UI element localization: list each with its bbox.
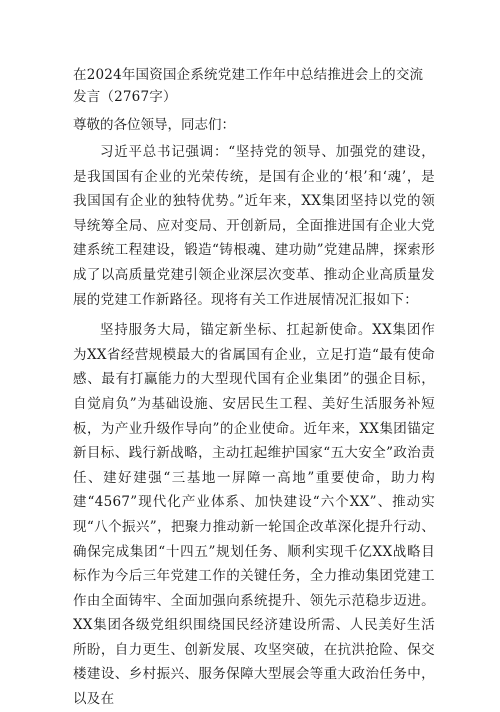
salutation: 尊敬的各位领导，同志们： [73,117,235,133]
paragraph-serve-overall: 坚持服务大局，锚定新坐标、扛起新使命。XX集团作为XX省经营规模最大的省属国有企业，立足打造“最有使命感、最有打赢能力的大型现代国有企业集团”的强企目标，自觉肩负”为基础设施、安居民生工程、美好生活服务补短板，为产业升级作导向”的企业使命。近年来，XX集团锚定新目标、践行新战略，主动扛起维护国家“五大安全”政治责任、建好建强“三基地一屏障一高地”重要使命，助力构建“4567”现代化产业体系、加快建设“六个XX”、推动实现“八个振兴”，把聚力推动新一轮国企改革深化提升行动、确保完成集团“十四五”规划任务、顺利实现千亿XX战略目标作为今后三年党建工作的关键任务，全力推动集团党建工作由全面铸牢、全面加强向系统提升、领先示范稳步迈进。XX集团各级党组织围绕国民经济建设所需、人民美好生活所盼，自力更生、创新发展、攻坚突破，在抗洪抢险、保交楼建设、乡村振兴、服务保障大型展会等重大政治任务中，以及在 [73,322,435,708]
document-title: 在2024年国资国企系统党建工作年中总结推进会上的交流发言（2767字） [73,67,424,105]
paragraph-intro: 习近平总书记强调：“坚持党的领导、加强党的建设，是我国国有企业的光荣传统，是国有企业的‘根’和‘魂’，是我国国有企业的独特优势。”近年来，XX集团坚持以党的领导统筹全局、应对变局、开创新局，全面推进国有企业大党建系统工程建设，锻造“铸根魂、建功勋”党建品牌，探索形成了以高质量党建引领企业深层次变革、推动企业高质量发展的党建工作新路径。现将有关工作进展情况汇报如下： [73,144,435,308]
document-body [73,64,435,712]
